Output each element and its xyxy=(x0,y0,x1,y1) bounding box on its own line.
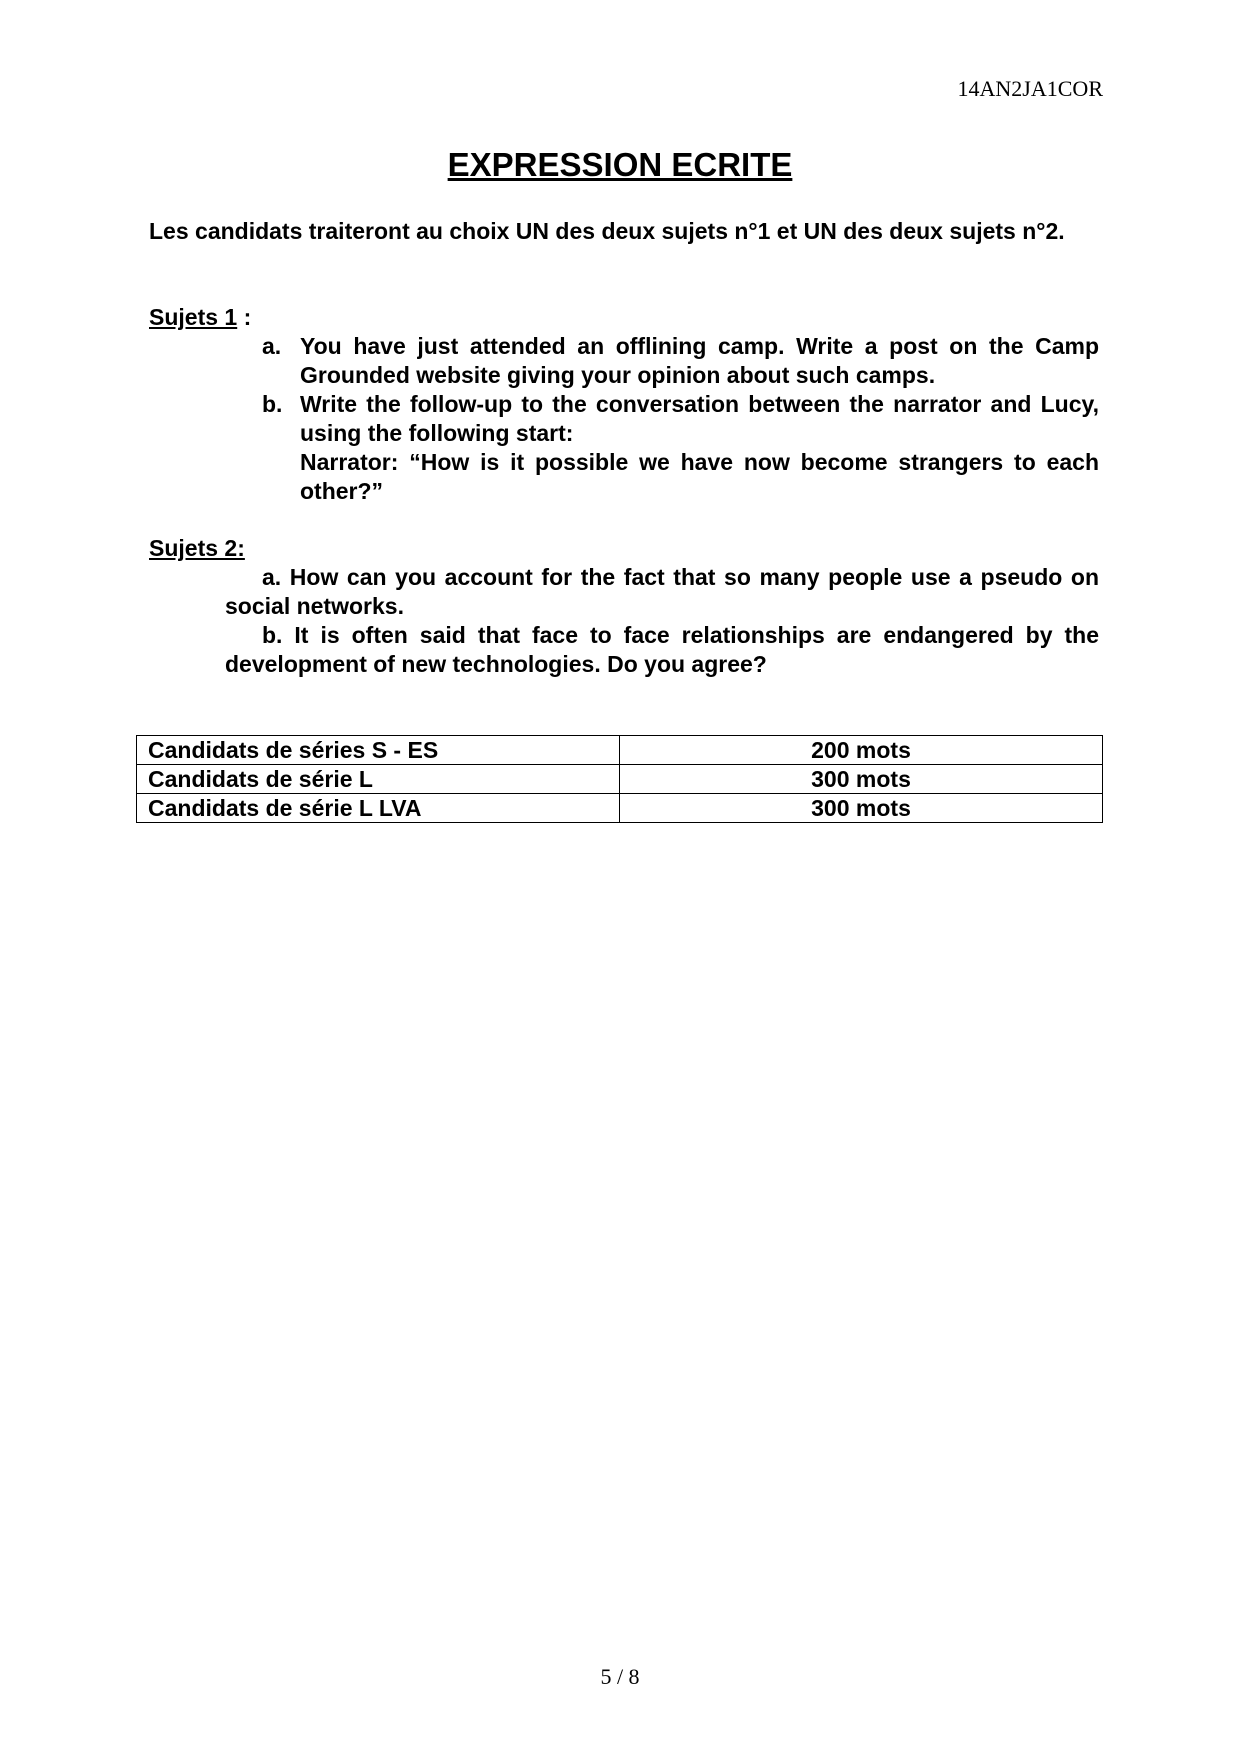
table-cell-value: 200 mots xyxy=(620,736,1103,765)
list-marker: a. xyxy=(262,333,282,359)
sujets-2-heading: Sujets 2: xyxy=(149,535,245,561)
table-cell-label: Candidats de séries S - ES xyxy=(137,736,620,765)
table-row xyxy=(137,736,1103,765)
sujets-1-heading xyxy=(149,303,251,332)
sujets-1-list xyxy=(262,332,1099,506)
sujet-1a-text: You have just attended an offlining camp. Write a post on the Camp Grounded website giving your opinion about such camps. xyxy=(300,333,1099,388)
sujet-1b-body xyxy=(300,390,1099,506)
sujet-2a-text: a. How can you account for the fact that so many people use a pseudo on social networks. xyxy=(225,564,1099,619)
table-row xyxy=(137,765,1103,794)
table-cell-label: Candidats de série L LVA xyxy=(137,794,620,823)
sujet-1b-quote: Narrator: “How is it possible we have now become strangers to each other?” xyxy=(300,449,1099,504)
document-reference: 14AN2JA1COR xyxy=(957,76,1103,101)
table-row xyxy=(137,794,1103,823)
table-cell-value: 300 mots xyxy=(620,765,1103,794)
list-marker: b. xyxy=(262,391,283,417)
table-cell-label: Candidats de série L xyxy=(137,765,620,794)
sujet-1b-text: Write the follow-up to the conversation between the narrator and Lucy, using the following start: xyxy=(300,391,1099,446)
word-count-table xyxy=(136,735,1103,823)
list-item xyxy=(262,332,1099,390)
sujets-1-heading-colon: : xyxy=(237,304,252,330)
sujets-1-heading-label: Sujets 1 xyxy=(149,304,238,330)
table-cell-value: 300 mots xyxy=(620,794,1103,823)
sujet-2b-text: b. It is often said that face to face relationships are endangered by the development of new technologies. Do you agree? xyxy=(225,622,1099,677)
instructions: Les candidats traiteront au choix UN des deux sujets n°1 et UN des deux sujets n°2. xyxy=(149,218,1065,244)
page-title: EXPRESSION ECRITE xyxy=(447,146,793,183)
list-item xyxy=(262,390,1099,506)
sujets-2-list xyxy=(225,563,1099,679)
page-number: 5 / 8 xyxy=(600,1664,640,1689)
